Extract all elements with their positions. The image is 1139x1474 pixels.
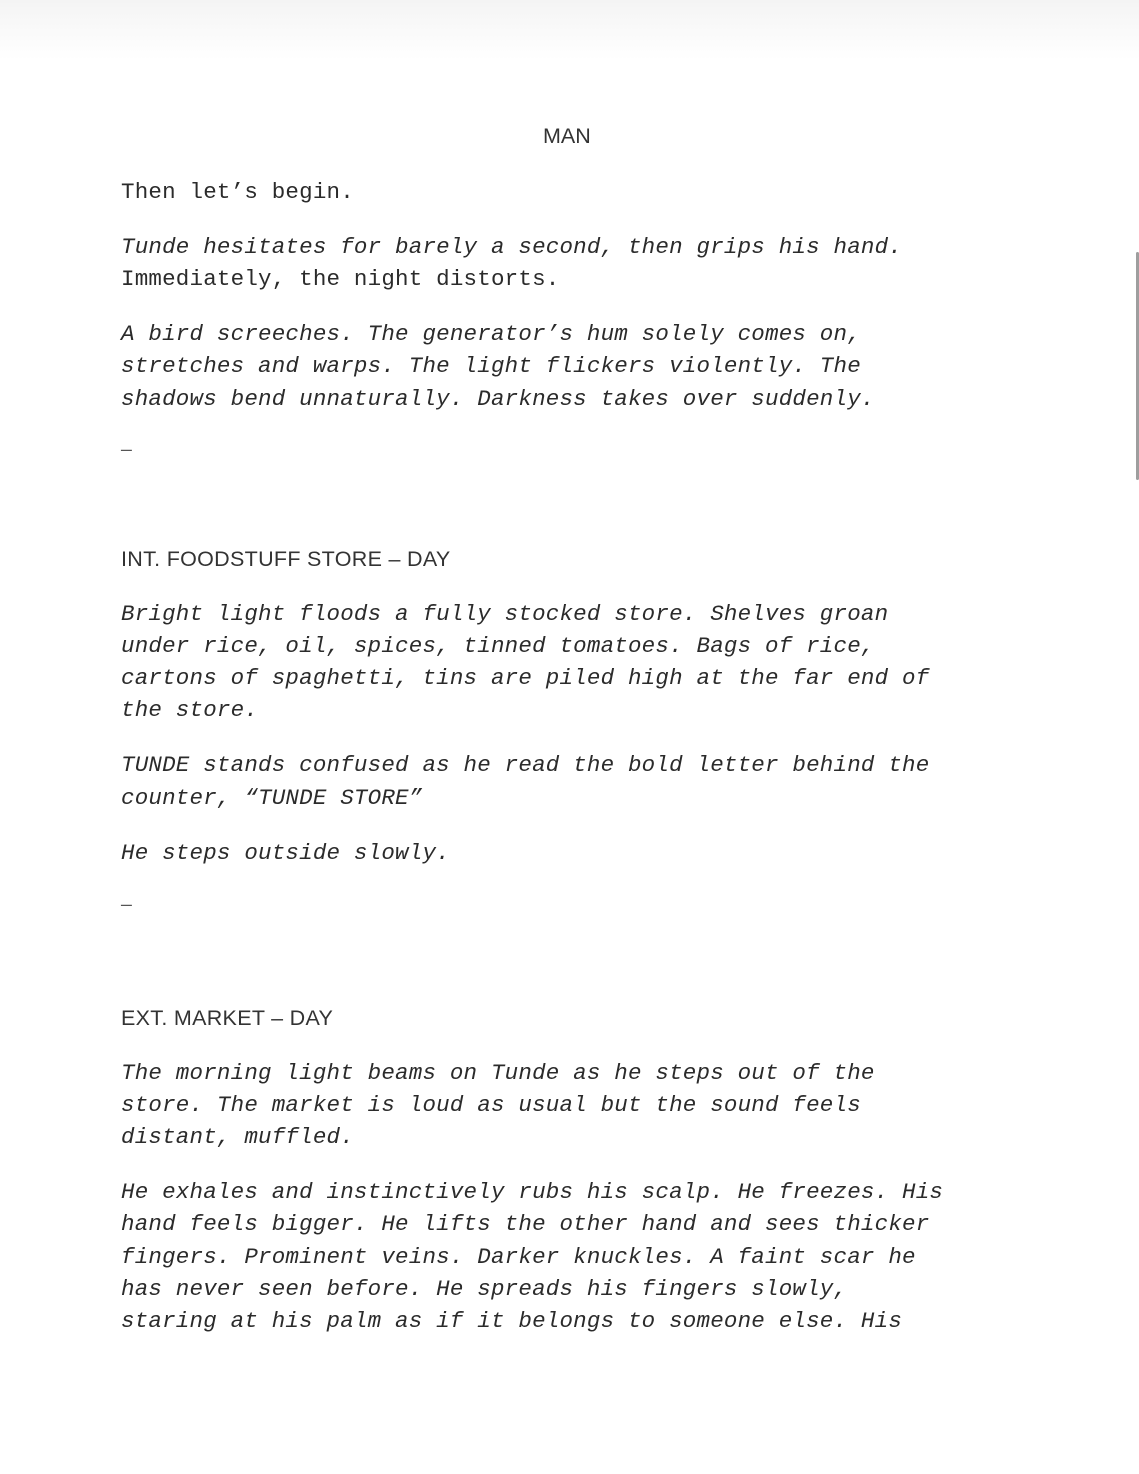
action-line: Immediately, the night distorts. bbox=[121, 266, 560, 292]
action-line: cartons of spaghetti, tins are piled high at the far end of bbox=[121, 665, 930, 691]
action-line: fingers. Prominent veins. Darker knuckles. A faint scar he bbox=[121, 1244, 916, 1270]
action-line: the store. bbox=[121, 697, 259, 723]
action-line: under rice, oil, spices, tinned tomatoes. Bags of rice, bbox=[121, 633, 875, 659]
scene-heading: INT. FOODSTUFF STORE – DAY bbox=[121, 547, 451, 571]
action-line: staring at his palm as if it belongs to someone else. His bbox=[121, 1308, 903, 1334]
action-line: TUNDE stands confused as he read the bold letter behind the bbox=[121, 752, 930, 778]
action-line: The morning light beams on Tunde as he steps out of the bbox=[121, 1060, 875, 1086]
action-line: store. The market is loud as usual but the sound feels bbox=[121, 1092, 861, 1118]
action-line: He exhales and instinctively rubs his scalp. He freezes. His bbox=[121, 1179, 944, 1205]
separator: — bbox=[121, 441, 133, 461]
action-line: Tunde hesitates for barely a second, then grips his hand. bbox=[121, 234, 903, 260]
action-line: shadows bend unnaturally. Darkness takes over suddenly. bbox=[121, 386, 875, 412]
action-line: hand feels bigger. He lifts the other hand and sees thicker bbox=[121, 1211, 930, 1237]
top-shade bbox=[0, 0, 1139, 60]
action-line: A bird screeches. The generator’s hum solely comes on, bbox=[121, 321, 861, 347]
action-line: stretches and warps. The light flickers violently. The bbox=[121, 353, 861, 379]
action-line: He steps outside slowly. bbox=[121, 840, 450, 866]
character-name: MAN bbox=[543, 124, 591, 148]
dialogue: Then let’s begin. bbox=[121, 179, 354, 205]
separator: — bbox=[121, 896, 133, 916]
action-line: counter, “TUNDE STORE” bbox=[121, 785, 423, 811]
action-line: distant, muffled. bbox=[121, 1124, 354, 1150]
action-line: has never seen before. He spreads his fingers slowly, bbox=[121, 1276, 848, 1302]
scene-heading: EXT. MARKET – DAY bbox=[121, 1006, 334, 1030]
action-line: Bright light floods a fully stocked store. Shelves groan bbox=[121, 601, 889, 627]
